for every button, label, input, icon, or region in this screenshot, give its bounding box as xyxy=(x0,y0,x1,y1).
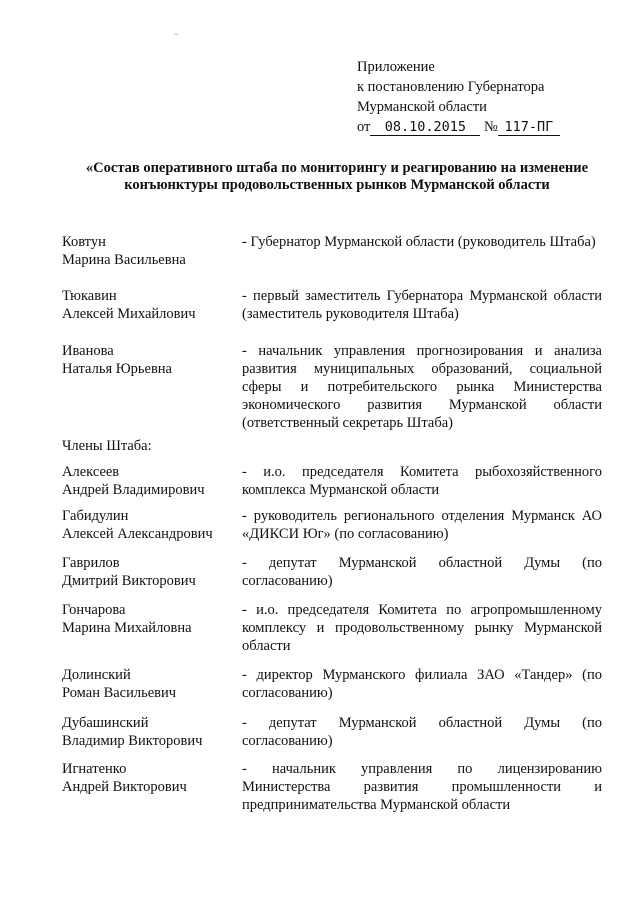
person-name xyxy=(62,554,242,590)
staff-row xyxy=(62,342,602,437)
person-role: - депутат Мурманской областной Думы (по согласованию) xyxy=(242,555,602,589)
staff-row xyxy=(62,233,602,287)
given-name: Дмитрий Викторович xyxy=(62,573,196,589)
staff-row xyxy=(62,463,602,507)
appendix-header xyxy=(357,57,560,137)
appendix-date-line xyxy=(357,117,560,137)
decree-date: 08.10.2015 xyxy=(370,119,480,136)
given-name: Андрей Викторович xyxy=(62,779,187,795)
given-name: Наталья Юрьевна xyxy=(62,361,172,377)
person-name xyxy=(62,714,242,750)
staff-row xyxy=(62,760,602,814)
surname: Иванова xyxy=(62,343,114,359)
person-name xyxy=(62,507,242,543)
decree-number: 117-ПГ xyxy=(498,119,560,136)
person-role: - первый заместитель Губернатора Мурманской области (заместитель руководителя Штаба) xyxy=(242,288,602,322)
given-name: Марина Васильевна xyxy=(62,252,186,268)
person-role: - депутат Мурманской областной Думы (по согласованию) xyxy=(242,715,602,749)
staff-row xyxy=(62,287,602,342)
surname: Ковтун xyxy=(62,234,106,250)
given-name: Андрей Владимирович xyxy=(62,482,205,498)
person-role: - начальник управления по лицензированию Министерства развития промышленности и предпринимательства Мурманской области xyxy=(242,761,602,813)
given-name: Алексей Михайлович xyxy=(62,306,196,322)
person-role: - Губернатор Мурманской области (руководитель Штаба) xyxy=(242,234,596,250)
person-role: - и.о. председателя Комитета по агропромышленному комплексу и продовольственному рынку Мурманской области xyxy=(242,602,602,654)
appendix-line: Приложение xyxy=(357,59,435,75)
staff-row xyxy=(62,601,602,666)
person-name xyxy=(62,233,242,269)
staff-row xyxy=(62,507,602,554)
person-name xyxy=(62,342,242,378)
appendix-line: Мурманской области xyxy=(357,99,487,115)
surname: Дубашинский xyxy=(62,715,149,731)
date-prefix: от xyxy=(357,119,371,135)
person-name xyxy=(62,463,242,499)
given-name: Владимир Викторович xyxy=(62,733,203,749)
given-name: Роман Васильевич xyxy=(62,685,177,701)
person-name xyxy=(62,760,242,796)
staff-row xyxy=(62,554,602,601)
person-name xyxy=(62,601,242,637)
surname: Игнатенко xyxy=(62,761,127,777)
surname: Тюкавин xyxy=(62,288,117,304)
number-sign: № xyxy=(484,119,498,135)
document-title: «Состав оперативного штаба по мониторингу и реагированию на изменение конъюнктуры продовольственных рынков Мурманской области xyxy=(85,160,589,193)
person-role: - начальник управления прогнозирования и анализа развития муниципальных образований, социальной сферы и потребительского рынка Министерства экономического развития Мурманской области (ответственный секретарь Штаба) xyxy=(242,343,602,431)
given-name: Марина Михайловна xyxy=(62,620,192,636)
person-name xyxy=(62,666,242,702)
members-heading: Члены Штаба: xyxy=(62,438,152,454)
surname: Габидулин xyxy=(62,508,129,524)
surname: Гаврилов xyxy=(62,555,120,571)
person-role: - руководитель регионального отделения Мурманск АО «ДИКСИ Юг» (по согласованию) xyxy=(242,508,602,542)
surname: Алексеев xyxy=(62,464,120,480)
person-role: - директор Мурманского филиала ЗАО «Тандер» (по согласованию) xyxy=(242,667,602,701)
person-name xyxy=(62,287,242,323)
scan-mark: ~ xyxy=(174,30,179,39)
appendix-line: к постановлению Губернатора xyxy=(357,79,545,95)
given-name: Алексей Александрович xyxy=(62,526,213,542)
staff-row xyxy=(62,714,602,760)
surname: Гончарова xyxy=(62,602,126,618)
staff-row xyxy=(62,666,602,714)
surname: Долинский xyxy=(62,667,131,683)
staff-list xyxy=(62,233,602,814)
person-role: - и.о. председателя Комитета рыбохозяйственного комплекса Мурманской области xyxy=(242,464,602,498)
